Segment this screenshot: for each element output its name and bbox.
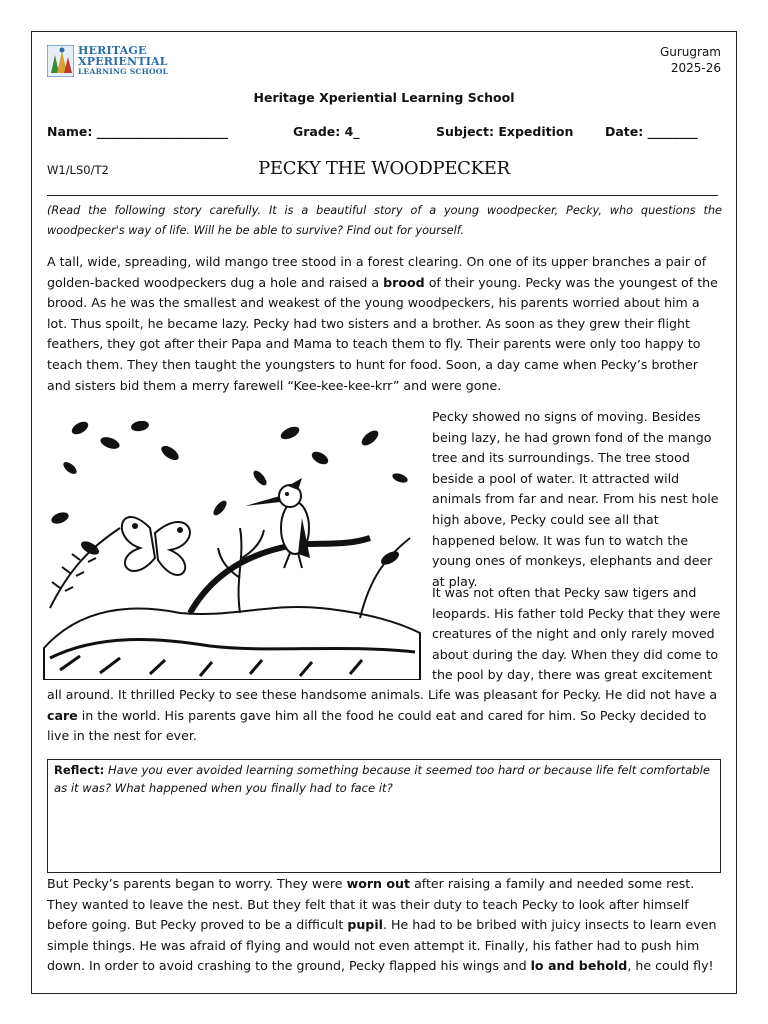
story-paragraph-1: A tall, wide, spreading, wild mango tree stood in a forest clearing. On one of its upper branches a pair of golden-backed woodpeckers dug a hole and raised a brood of their young. Pecky was the youngest of the brood. As he was the smallest and weakest of the young woodpeckers, his parents worried about him a lot. Thus spoilt, he became lazy. Pecky had two sisters and a brother. As soon as they grew their flight feathers, they got after their Papa and Mama to teach them to fly. Their parents were only too happy to teach them. They then taught the youngsters to hunt for food. Soon, a day came when Pecky’s brother and sisters bid them a merry farewell “Kee-kee-kee-krr” and were gone.: [47, 254, 718, 393]
school-logo: [47, 45, 177, 79]
worksheet-code: W1/LS0/T2: [47, 163, 109, 177]
logo-line-2: XPERIENTIAL: [78, 55, 168, 68]
vocab-brood: brood: [383, 274, 425, 290]
story-paragraph-2: Pecky showed no signs of moving. Besides being lazy, he had grown fond of the mango tree and its surroundings. The tree stood beside a pool of water. It attracted wild animals from far and near. From his nest hole high above, Pecky could see all that happened below. It was fun to watch the young ones of monkeys, elephants and deer at play.: [432, 409, 719, 589]
logo-line-3: LEARNING SCHOOL: [78, 67, 169, 76]
title-divider: [47, 195, 718, 196]
name-field[interactable]: Name: _____________________: [47, 124, 228, 139]
logo-line-1: HERITAGE: [78, 44, 147, 57]
story-paragraph-3-continued: all around. It thrilled Pecky to see these handsome animals. Life was pleasant for Pecky. He did not have a care in the world. His parents gave him all the food he could eat and cared for him. So Pecky decided to live in the nest for ever.: [47, 687, 718, 744]
story-paragraph-3-column: It was not often that Pecky saw tigers and leopards. His father told Pecky that they were creatures of the night and only rarely moved about during the day. When they did come to the pool by day, there was great excitement: [432, 585, 721, 683]
logo-wordmark: [78, 45, 168, 76]
grade-field: Grade: 4_: [293, 124, 360, 139]
reflect-label: Reflect:: [54, 763, 105, 777]
vocab-pupil: pupil: [347, 917, 383, 933]
vocab-lo-and-behold: lo and behold: [530, 958, 628, 974]
logo-emblem-icon: [47, 45, 74, 77]
date-field[interactable]: Date: ________: [605, 124, 698, 139]
woodpecker-forest-illustration: [40, 408, 422, 680]
story-title: PECKY THE WOODPECKER: [258, 158, 510, 179]
session-year: 2025-26: [670, 61, 721, 75]
subject-field: Subject: Expedition: [436, 124, 574, 139]
vocab-worn-out: worn out: [346, 876, 411, 891]
reflect-question: Have you ever avoided learning something because it seemed too hard or because life felt comfortable as it was? What happened when you finally had to face it?: [54, 763, 711, 795]
location-year: [660, 44, 721, 76]
story-paragraph-4: But Pecky’s parents began to worry. They were worn out after raising a family and needed some rest. They wanted to leave the nest. But they felt that it was their duty to teach Pecky to look after himself before going. But Pecky proved to be a difficult pupil. He had to be bribed with juicy insects to learn even simple things. He was afraid of flying and would not even attempt it. Finally, his father had to push him down. In order to avoid crashing to the ground, Pecky flapped his wings and lo and behold, he could fly!: [47, 876, 717, 974]
city-label: Gurugram: [659, 45, 721, 59]
reflect-box[interactable]: [47, 759, 721, 873]
instructions-text: (Read the following story carefully. It is a beautiful story of a young woodpecker, Pecky, who questions the woodpecker's way of life. Will he be able to survive? Find out for yourself.: [47, 204, 722, 237]
vocab-care: care: [47, 707, 78, 723]
school-name: Heritage Xperiential Learning School: [253, 90, 515, 105]
